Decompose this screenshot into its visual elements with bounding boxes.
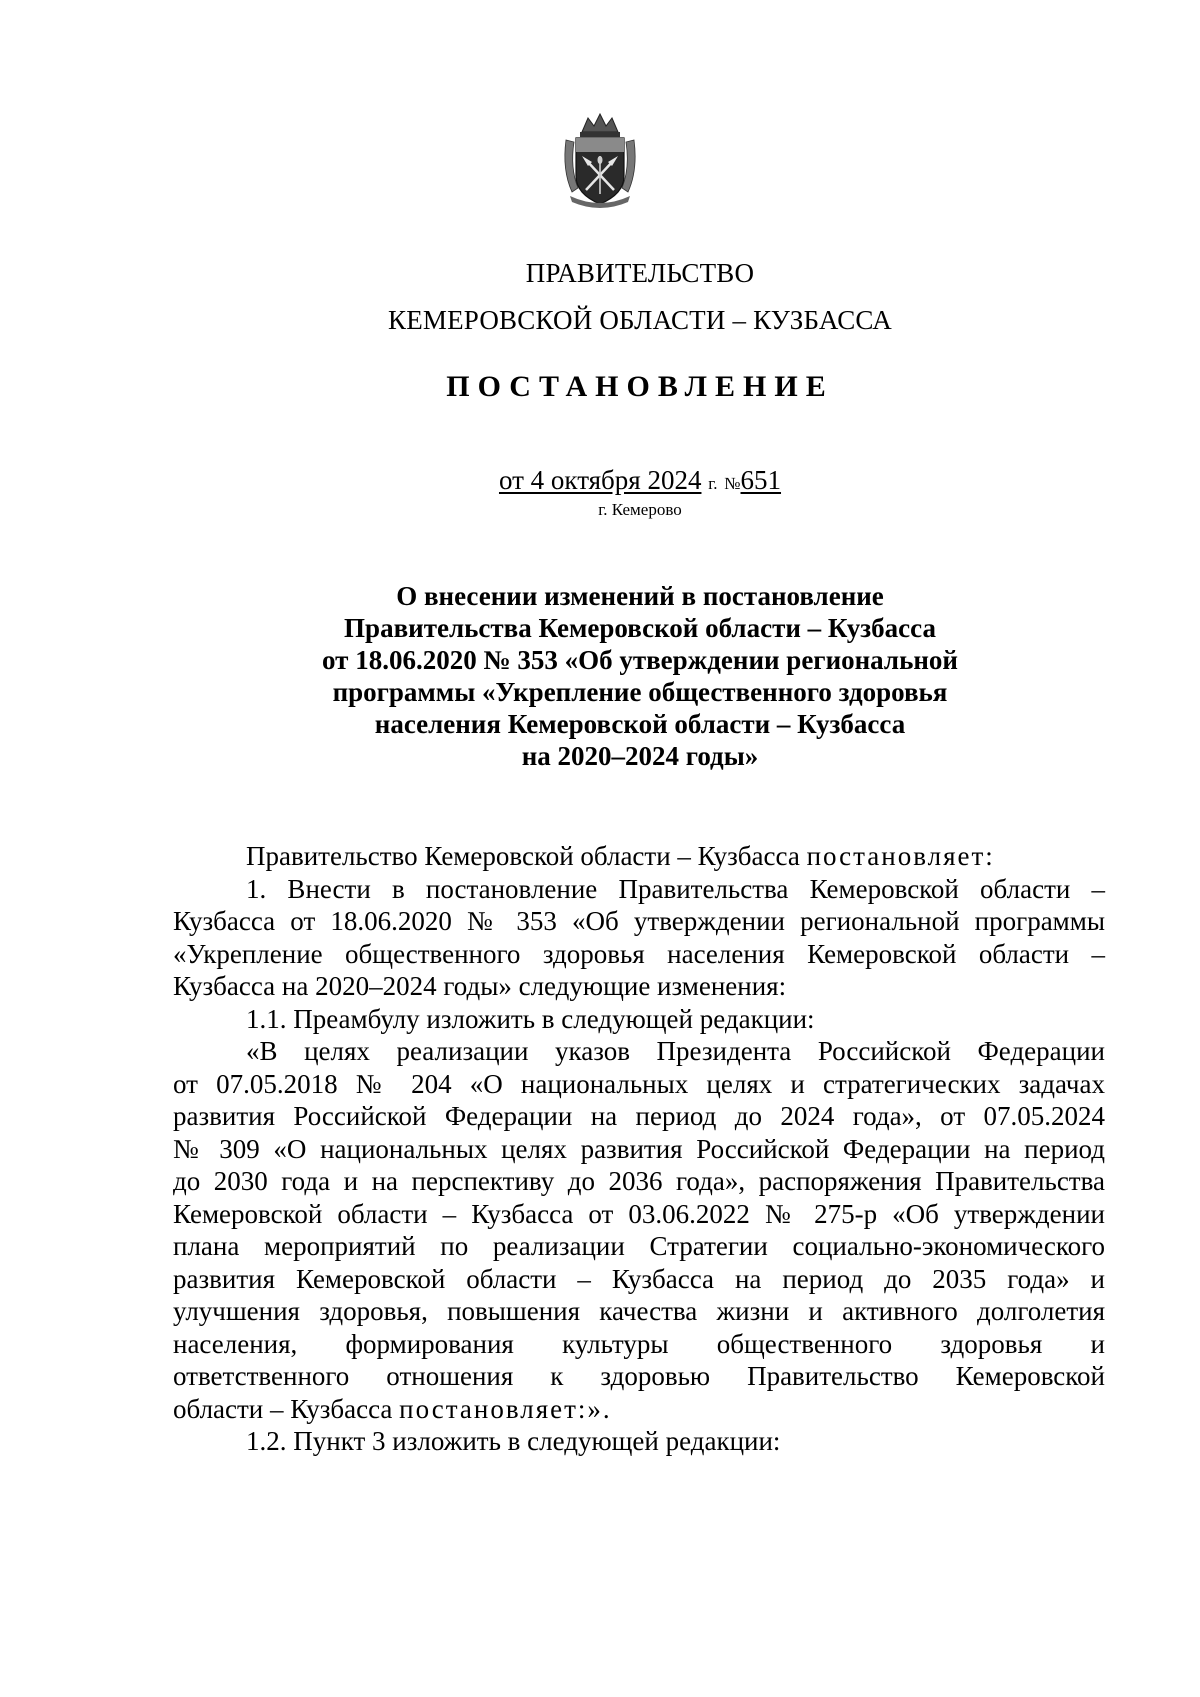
intro-paragraph [173,840,1105,873]
title-line: на 2020–2024 годы» [521,741,759,771]
quote-last-line [173,1393,1105,1426]
quote-line: № 309 «О национальных целях развития Российской Федерации на период [173,1133,1105,1164]
title-line: О внесении изменений в постановление [396,581,884,611]
document-type-heading: ПОСТАНОВЛЕНИЕ [446,370,834,403]
title-line: Правительства Кемеровской области – Кузбасса [344,613,936,643]
date-number-line [0,465,1200,496]
quote-line: населения, формирования культуры общественного здоровья и [173,1328,1105,1359]
decree-title [0,580,1200,772]
title-line: от 18.06.2020 № 353 «Об утверждении региональной [322,645,958,675]
quote-line: развития Российской Федерации на период до 2024 года», от 07.05.2024 [173,1101,1105,1131]
paragraph-1-1: 1.1. Преамбулу изложить в следующей редакции: [246,1003,815,1034]
date-suffix: г. [708,474,718,493]
quote-line: развития Кемеровской области – Кузбасса на период до 2035 года» и [173,1263,1105,1294]
city-name: г. Кемерово [598,500,682,519]
intro-text: Правительство Кемеровской области – Кузбасса [246,841,800,871]
paragraph-1-line: «Укрепление общественного здоровья населения Кемеровской области – [173,938,1105,969]
number-sign: № [724,474,741,493]
quote-last-text: области – Кузбасса [173,1393,393,1424]
coat-of-arms-emblem [560,110,640,210]
organization-name-line2: КЕМЕРОВСКОЙ ОБЛАСТИ – КУЗБАССА [388,305,892,335]
intro-spaced-word: постановляет: [806,841,995,871]
quote-line: улучшения здоровья, повышения качества жизни и активного долголетия [173,1296,1105,1326]
quote-line: ответственного отношения к здоровью Правительство Кемеровской [173,1361,1105,1391]
quote-line: до 2030 года и на перспективу до 2036 года», распоряжения Правительства [173,1166,1105,1196]
paragraph-1-line: Кузбасса от 18.06.2020 № 353 «Об утверждении региональной программы [173,906,1105,936]
decree-body [173,840,1105,1458]
decree-number: 651 [740,465,782,495]
quote-line: плана мероприятий по реализации Стратегии социально-экономического [173,1231,1105,1261]
quote-line: от 07.05.2018 № 204 «О национальных целях и стратегических задачах [173,1068,1105,1099]
organization-name-line1: ПРАВИТЕЛЬСТВО [525,258,755,288]
quote-line: «В целях реализации указов Президента Российской Федерации [246,1036,1105,1066]
paragraph-1-2: 1.2. Пункт 3 изложить в следующей редакции: [246,1426,781,1456]
paragraph-1-line: 1. Внести в постановление Правительства Кемеровской области – [246,873,1105,904]
title-line: населения Кемеровской области – Кузбасса [374,709,906,739]
quote-last-spaced-word: постановляет:». [399,1393,612,1424]
title-line: программы «Укрепление общественного здоровья [332,677,948,707]
quote-line: Кемеровской области – Кузбасса от 03.06.2022 № 275-р «Об утверждении [173,1198,1105,1229]
paragraph-1-line: Кузбасса на 2020–2024 годы» следующие изменения: [173,971,787,1001]
decree-date: от 4 октября 2024 [498,465,702,495]
